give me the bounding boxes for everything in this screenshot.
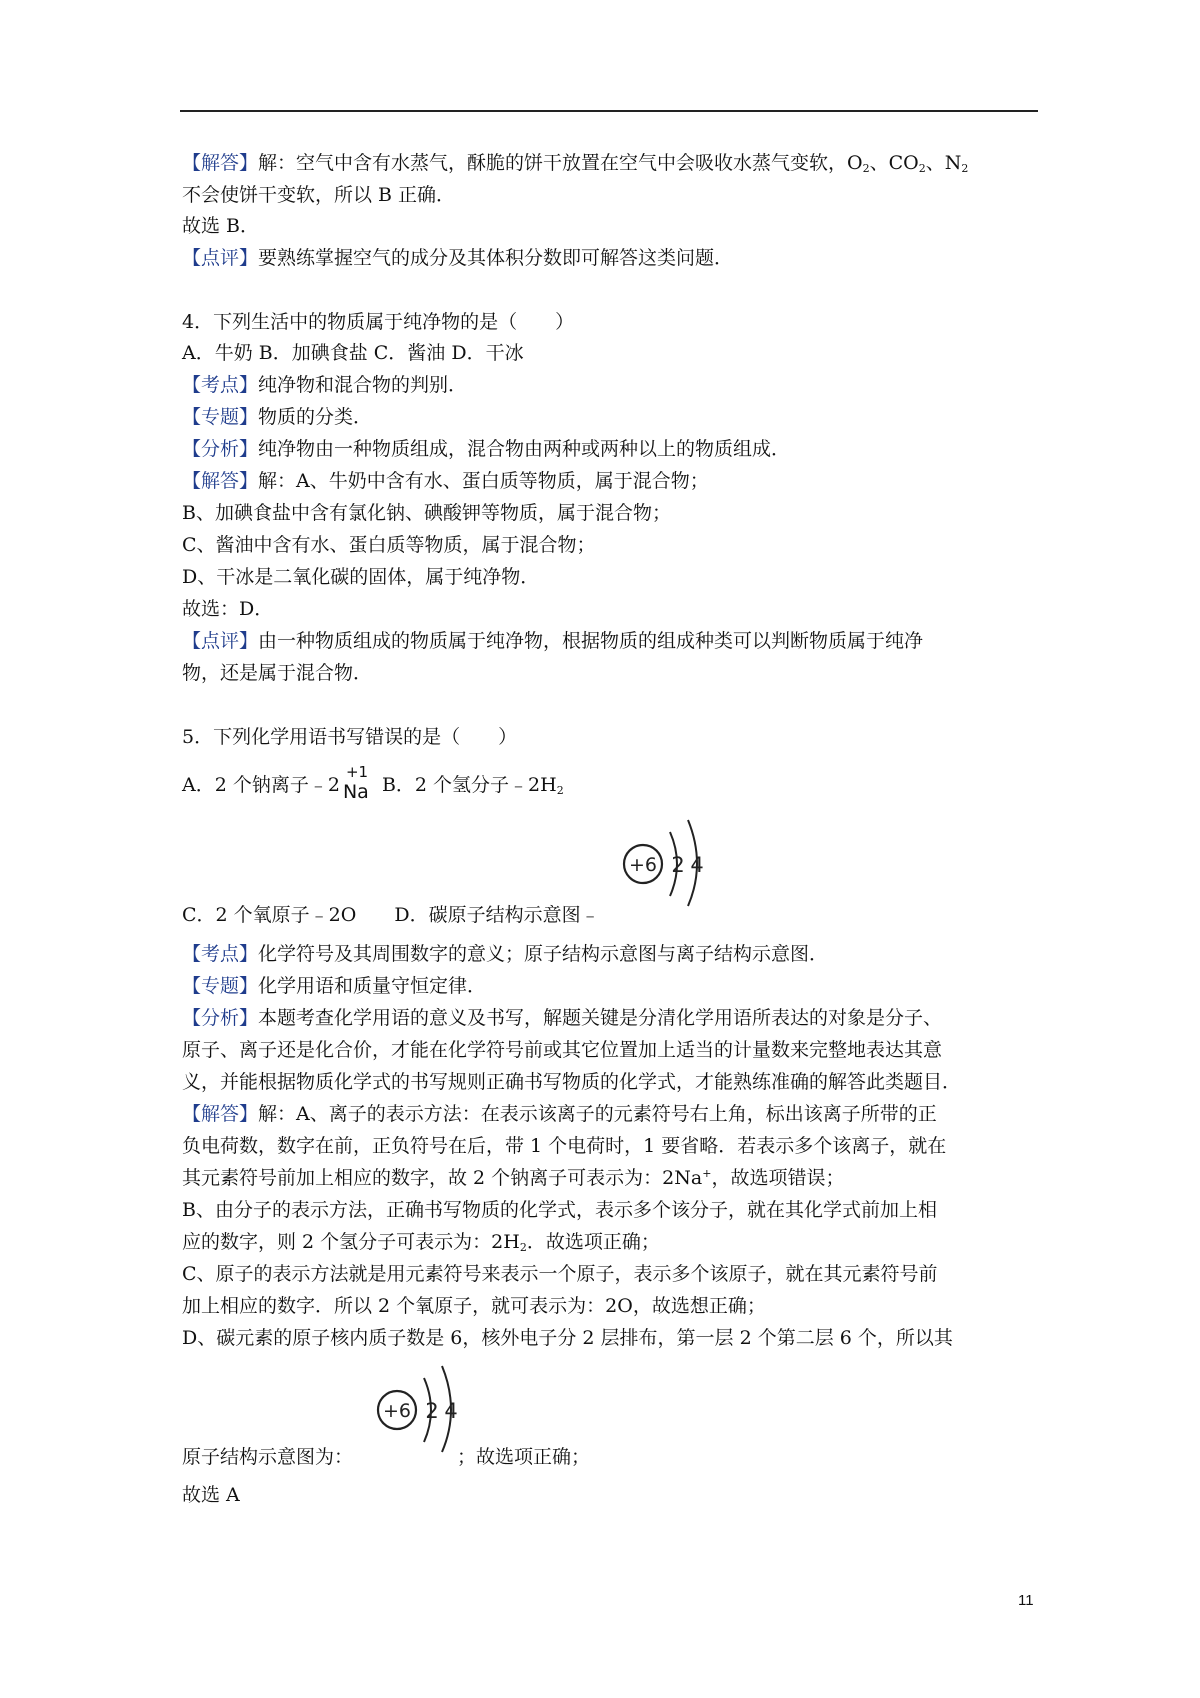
q3-choice: 故选 B． <box>182 215 260 237</box>
q4-options: A．牛奶 B．加碘食盐 C．酱油 D．干冰 <box>182 342 524 364</box>
tag-jieda: 【解答】 <box>182 1103 259 1125</box>
q5-jieda-4: B、由分子的表示方法，正确书写物质的化学式，表示多个该分子，就在其化学式前加上相 <box>182 1199 937 1221</box>
q3-answer-line1: 【解答】解：空气中含有水蒸气，酥脆的饼干放置在空气中会吸收水蒸气变软，$O_2$、$CO_2$、$N_2$ <box>182 152 969 175</box>
q5-options-ab: A．2 个钠离子﹣2 +1 Na B．2 个氢分子$﹣2H_2$ <box>182 763 564 803</box>
page-number: 11 <box>1018 1592 1034 1609</box>
q5-jieda-6: C、原子的表示方法就是用元素符号来表示一个原子，表示多个该原子，就在其元素符号前 <box>182 1263 938 1285</box>
q5-options-cd: C．2 个氧原子﹣2O D．碳原子结构示意图﹣ <box>182 904 600 926</box>
tag-zhuanti: 【专题】 <box>182 406 259 428</box>
carbon-atom-diagram <box>612 812 722 908</box>
q5-fenxi-cont1: 原子、离子还是化合价，才能在化学符号前或其它位置加上适当的计量数来完整地表达其意 <box>182 1039 943 1061</box>
header-rule <box>180 110 1038 112</box>
q4-stem: 4．下列生活中的物质属于纯净物的是（ ） <box>182 311 575 333</box>
tag-fenxi: 【分析】 <box>182 438 259 460</box>
shell2-electrons: 4 <box>444 1399 458 1423</box>
q5-kaodian: 【考点】化学符号及其周围数字的意义；原子结构示意图与离子结构示意图． <box>182 943 829 965</box>
tag-kaodian: 【考点】 <box>182 374 259 396</box>
tag-zhuanti: 【专题】 <box>182 975 259 997</box>
q5-zhuanti: 【专题】化学用语和质量守恒定律． <box>182 975 487 997</box>
q5-jieda-8: D、碳元素的原子核内质子数是 6，核外电子分 2 层排布，第一层 2 个第二层 6 个，所以其 <box>182 1327 953 1349</box>
q4-line-c: C、酱油中含有水、蛋白质等物质，属于混合物； <box>182 534 596 556</box>
q3-comment: 【点评】要熟练掌握空气的成分及其体积分数即可解答这类问题． <box>182 247 734 269</box>
q3-answer-line2: 不会使饼干变软，所以 B 正确． <box>182 184 456 206</box>
q4-dianping-cont: 物，还是属于混合物． <box>182 662 373 684</box>
q4-dianping: 【点评】由一种物质组成的物质属于纯净物，根据物质的组成种类可以判断物质属于纯净 <box>182 630 924 652</box>
q4-fenxi: 【分析】纯净物由一种物质组成，混合物由两种或两种以上的物质组成． <box>182 438 791 460</box>
q4-kaodian: 【考点】纯净物和混合物的判别． <box>182 374 468 396</box>
nucleus-charge: +6 <box>628 854 658 876</box>
q5-jieda-2: 负电荷数，数字在前，正负符号在后，带 1 个电荷时，1 要省略．若表示多个该离子，就在 <box>182 1135 947 1157</box>
q5-jieda-7: 加上相应的数字．所以 2 个氧原子，就可表示为：2O，故选想正确； <box>182 1295 766 1317</box>
shell1-electrons: 2 <box>671 853 685 877</box>
tag-jieda: 【解答】 <box>182 470 259 492</box>
tag-dianping: 【点评】 <box>182 247 259 269</box>
tag-fenxi: 【分析】 <box>182 1007 259 1029</box>
shell2-electrons: 4 <box>690 853 704 877</box>
q5-jieda-9: 原子结构示意图为： ；故选项正确； <box>182 1446 591 1468</box>
q5-jieda-5: 应的数字，则 2 个氢分子可表示为：$2H_2$．故选项正确； <box>182 1231 660 1254</box>
q5-answer: 故选 A <box>182 1484 240 1506</box>
q4-answer: 故选：D． <box>182 598 274 620</box>
q5-jieda: 【解答】解：A、离子的表示方法：在表示该离子的元素符号右上角，标出该离子所带的正 <box>182 1103 937 1125</box>
q4-jieda: 【解答】解：A、牛奶中含有水、蛋白质等物质，属于混合物； <box>182 470 709 492</box>
q4-line-b: B、加碘食盐中含有氯化钠、碘酸钾等物质，属于混合物； <box>182 502 671 524</box>
q5-fenxi-cont2: 义，并能根据物质化学式的书写规则正确书写物质的化学式，才能熟练准确的解答此类题目． <box>182 1071 962 1093</box>
q4-zhuanti: 【专题】物质的分类． <box>182 406 373 428</box>
q4-line-d: D、干冰是二氧化碳的固体，属于纯净物． <box>182 566 540 588</box>
sodium-valence-symbol: +1 Na <box>342 763 369 803</box>
tag-jieda: 【解答】 <box>182 152 259 174</box>
carbon-atom-diagram-answer <box>366 1358 476 1454</box>
tag-kaodian: 【考点】 <box>182 943 259 965</box>
q5-stem: 5．下列化学用语书写错误的是（ ） <box>182 726 518 748</box>
shell1-electrons: 2 <box>425 1399 439 1423</box>
tag-dianping: 【点评】 <box>182 630 259 652</box>
q5-jieda-3: 其元素符号前加上相应的数字，故 2 个钠离子可表示为：2Na+，故选项错误； <box>182 1167 845 1189</box>
nucleus-charge: +6 <box>382 1400 412 1422</box>
q5-fenxi: 【分析】本题考查化学用语的意义及书写，解题关键是分清化学用语所表达的对象是分子、 <box>182 1007 943 1029</box>
